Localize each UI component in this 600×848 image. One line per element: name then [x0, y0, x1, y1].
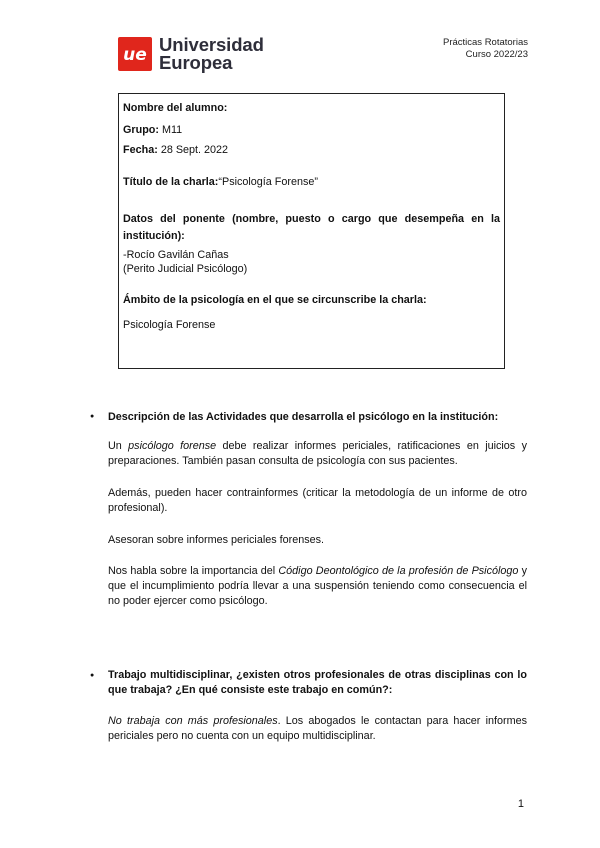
university-logo — [118, 36, 264, 72]
activities-section — [90, 410, 527, 609]
p4-rest: y que el incumplimiento podría llevar a una suspensión teniendo como consecuencia el no poder ejercer como psicólogo. — [108, 565, 527, 607]
date-label: Fecha: — [123, 144, 158, 156]
activities-paragraph-2: Además, pueden hacer contrainformes (criticar la metodología de un informe de otro profesional). — [108, 487, 527, 514]
scope-value: Psicología Forense — [123, 319, 216, 331]
date-row — [123, 143, 500, 157]
talk-title-row — [123, 175, 500, 189]
group-row — [123, 123, 500, 137]
talk-title-value: “Psicología Forense” — [218, 176, 319, 188]
group-value: M11 — [161, 124, 183, 136]
multidisciplinary-title: ● Trabajo multidisciplinar, ¿existen otros profesionales de otras disciplinas con lo que trabaja? ¿En qué consiste este trabajo en común?: — [90, 668, 527, 698]
date-value: 28 Sept. 2022 — [160, 144, 229, 156]
speaker-name: -Rocío Gavilán Cañas — [123, 249, 229, 261]
course-title: Prácticas Rotatorias — [442, 37, 528, 48]
activities-paragraph-3: Asesoran sobre informes periciales forenses. — [108, 534, 325, 546]
logo-text — [159, 36, 264, 72]
student-name-label: Nombre del alumno: — [123, 102, 228, 114]
speaker-role: (Perito Judicial Psicólogo) — [123, 263, 248, 275]
p1-italic: psicólogo forense — [128, 440, 217, 452]
p1-rest: debe realizar informes periciales, ratificaciones en juicios y preparaciones. También pasan consulta de psicología con sus pacientes. — [108, 440, 527, 467]
course-year: Curso 2022/23 — [465, 49, 528, 60]
activities-paragraph-1 — [90, 439, 527, 469]
speaker-label: Datos del ponente (nombre, puesto o cargo que desempeña en la institución): — [123, 213, 500, 242]
group-label: Grupo: — [123, 124, 159, 136]
activities-paragraph-4 — [90, 564, 527, 609]
course-info — [443, 37, 528, 61]
s2-italic: No trabaja con más profesionales — [108, 715, 278, 727]
multidisciplinary-paragraph — [90, 714, 527, 744]
talk-title-label: Título de la charla: — [123, 176, 219, 188]
logo-line-2: Europea — [159, 52, 233, 73]
page-number: 1 — [517, 798, 524, 810]
p4-prefix: Nos habla sobre la importancia del — [108, 565, 279, 577]
svg-text:ue: ue — [123, 45, 147, 65]
s2-rest: . Los abogados le contactan para hacer informes periciales pero no cuenta con un equipo multidisciplinar. — [108, 715, 527, 742]
multidisciplinary-section — [90, 668, 527, 744]
p1-prefix: Un — [108, 440, 129, 452]
scope-label: Ámbito de la psicología en el que se circunscribe la charla: — [123, 294, 427, 306]
talk-info-box — [118, 93, 505, 369]
activities-title: ● Descripción de las Actividades que desarrolla el psicólogo en la institución: — [90, 410, 527, 424]
ue-logo-icon — [118, 37, 152, 71]
p4-italic: Código Deontológico de la profesión de Psicólogo — [278, 565, 519, 577]
logo-line-1: Universidad — [159, 34, 264, 55]
